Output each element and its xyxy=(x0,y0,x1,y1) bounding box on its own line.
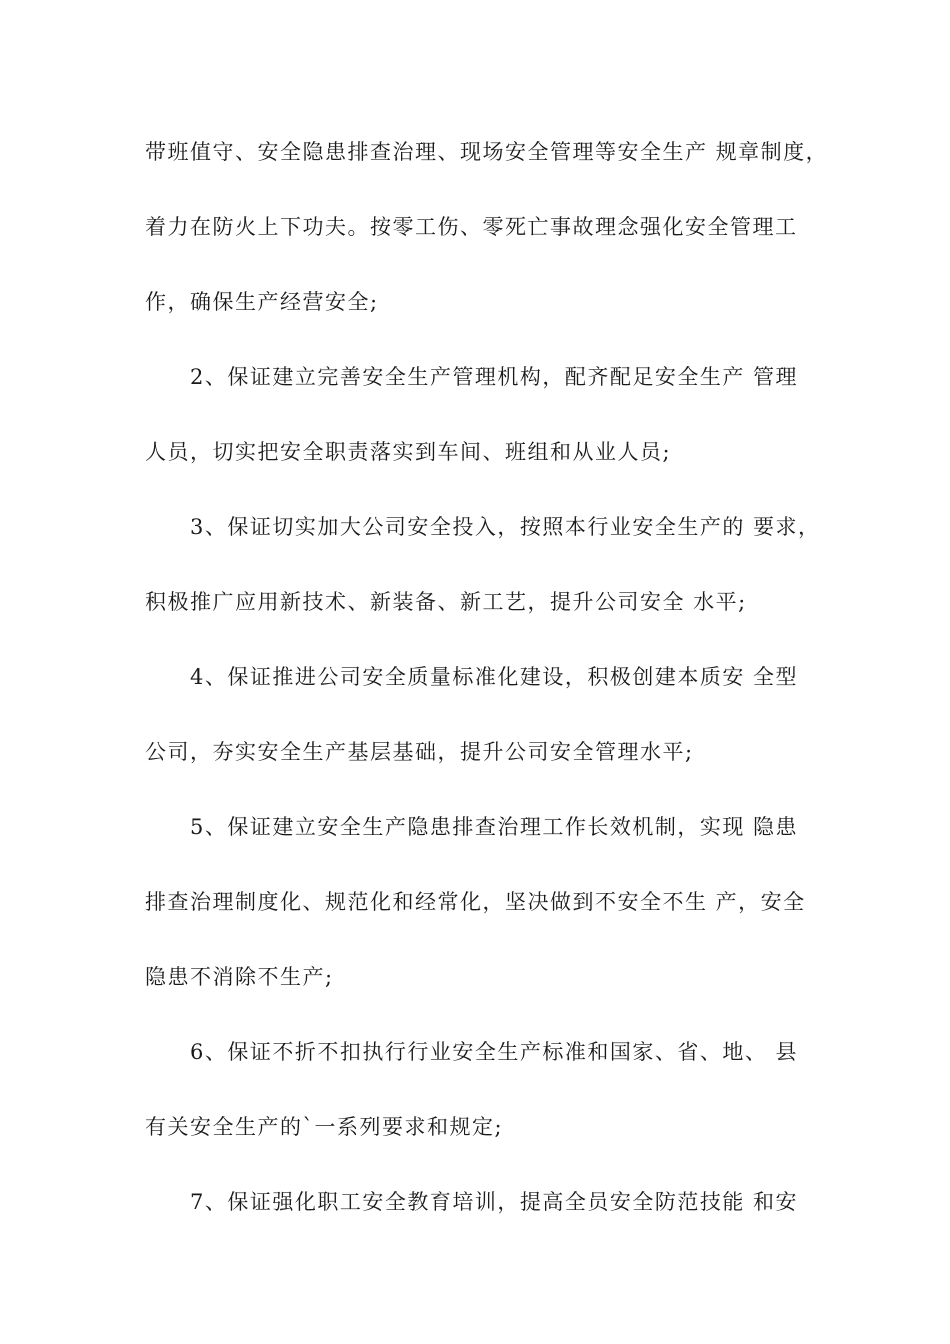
text-line-1: 带班值守、安全隐患排查治理、现场安全管理等安全生产 规章制度， xyxy=(145,140,829,164)
text-line-3: 作，确保生产经营安全; xyxy=(145,290,379,314)
text-line-6: 3、保证切实加大公司安全投入，按照本行业安全生产的 要求， xyxy=(190,515,821,539)
text-line-14: 有关安全生产的`一系列要求和规定; xyxy=(145,1115,504,1139)
text-line-4: 2、保证建立完善安全生产管理机构，配齐配足安全生产 管理 xyxy=(190,365,799,389)
text-line-11: 排查治理制度化、规范化和经常化，坚决做到不安全不生 产，安全 xyxy=(145,890,806,914)
text-line-2: 着力在防火上下功夫。按零工伤、零死亡事故理念强化安全管理工 xyxy=(145,215,798,239)
text-line-7: 积极推广应用新技术、新装备、新工艺，提升公司安全 水平; xyxy=(145,590,747,614)
text-line-9: 公司，夯实安全生产基层基础，提升公司安全管理水平; xyxy=(145,740,694,764)
text-line-5: 人员，切实把安全职责落实到车间、班组和从业人员; xyxy=(145,440,672,464)
text-line-12: 隐患不消除不生产; xyxy=(145,965,334,989)
text-line-15: 7、保证强化职工安全教育培训，提高全员安全防范技能 和安 xyxy=(190,1190,799,1214)
text-line-8: 4、保证推进公司安全质量标准化建设，积极创建本质安 全型 xyxy=(190,665,799,689)
text-line-13: 6、保证不折不扣执行行业安全生产标准和国家、省、地、 县 xyxy=(190,1040,799,1064)
text-line-10: 5、保证建立安全生产隐患排查治理工作长效机制，实现 隐患 xyxy=(190,815,799,839)
